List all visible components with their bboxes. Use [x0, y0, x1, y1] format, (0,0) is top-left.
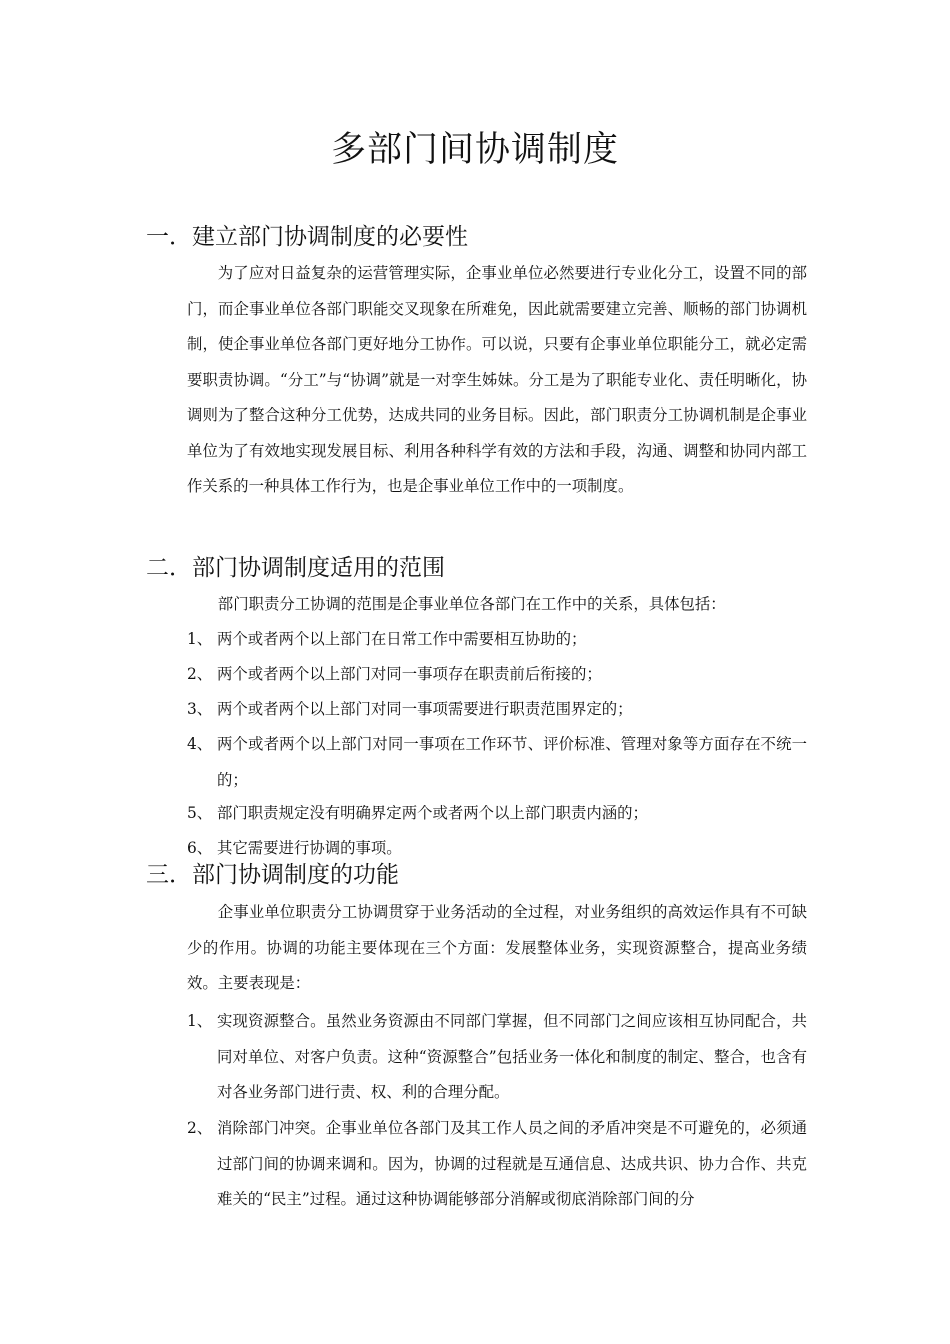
list-item	[187, 1004, 807, 1111]
list-item	[187, 796, 807, 832]
list-item	[187, 622, 807, 658]
section-heading-1: 一．建立部门协调制度的必要性	[146, 224, 468, 250]
list-item	[187, 727, 807, 798]
list-item-number: 5、	[187, 804, 213, 822]
list-item	[187, 692, 807, 728]
list-item-text: 两个或者两个以上部门在日常工作中需要相互协助的；	[217, 630, 587, 648]
list-item-text: 其它需要进行协调的事项。	[217, 839, 402, 857]
list-item	[187, 1111, 807, 1218]
list-item-number: 1、	[187, 630, 213, 648]
section-1-paragraph: 为了应对日益复杂的运营管理实际，企事业单位必然要进行专业化分工，设置不同的部门，而企事业单位各部门职能交叉现象在所难免，因此就需要建立完善、顺畅的部门协调机制，使企事业单位各部门更好地分工协作。可以说，只要有企事业单位职能分工，就必定需要职责协调。“分工”与“协调”就是一对孪生姊妹。分工是为了职能专业化、责任明晰化，协调则为了整合这种分工优势，达成共同的业务目标。因此，部门职责分工协调机制是企事业单位为了有效地实现发展目标、利用各种科学有效的方法和手段，沟通、调整和协同内部工作关系的一种具体工作行为，也是企事业单位工作中的一项制度。	[187, 264, 807, 495]
list-item-number: 1、	[187, 1012, 213, 1030]
list-item-text: 两个或者两个以上部门对同一事项存在职责前后衔接的；	[217, 665, 602, 683]
list-item-number: 2、	[187, 665, 213, 683]
section-heading-3: 三．部门协调制度的功能	[146, 862, 399, 888]
section-heading-2: 二．部门协调制度适用的范围	[146, 555, 445, 581]
section-2-paragraph: 部门职责分工协调的范围是企事业单位各部门在工作中的关系，具体包括：	[217, 595, 726, 613]
list-item-number: 3、	[187, 700, 213, 718]
list-item-text: 实现资源整合。虽然业务资源由不同部门掌握，但不同部门之间应该相互协同配合，共同对单位、对客户负责。这种“资源整合”包括业务一体化和制度的制定、整合，也含有对各业务部门进行责、权、利的合理分配。	[217, 1012, 807, 1101]
list-item-text: 两个或者两个以上部门对同一事项需要进行职责范围界定的；	[217, 700, 633, 718]
list-item-number: 2、	[187, 1119, 213, 1137]
list-item	[187, 657, 807, 693]
section-3-paragraph: 企事业单位职责分工协调贯穿于业务活动的全过程，对业务组织的高效运作具有不可缺少的作用。协调的功能主要体现在三个方面：发展整体业务，实现资源整合，提高业务绩效。主要表现是：	[187, 903, 807, 992]
list-item-number: 6、	[187, 839, 213, 857]
list-item-number: 4、	[187, 735, 213, 753]
document-title: 多部门间协调制度	[330, 130, 619, 170]
list-item-text: 两个或者两个以上部门对同一事项在工作环节、评价标准、管理对象等方面存在不统一的；	[217, 735, 807, 789]
list-item-text: 部门职责规定没有明确界定两个或者两个以上部门职责内涵的；	[217, 804, 648, 822]
list-item-text: 消除部门冲突。企事业单位各部门及其工作人员之间的矛盾冲突是不可避免的，必须通过部门间的协调来调和。因为，协调的过程就是互通信息、达成共识、协力合作、共克难关的“民主”过程。通过这种协调能够部分消解或彻底消除部门间的分	[217, 1119, 807, 1208]
